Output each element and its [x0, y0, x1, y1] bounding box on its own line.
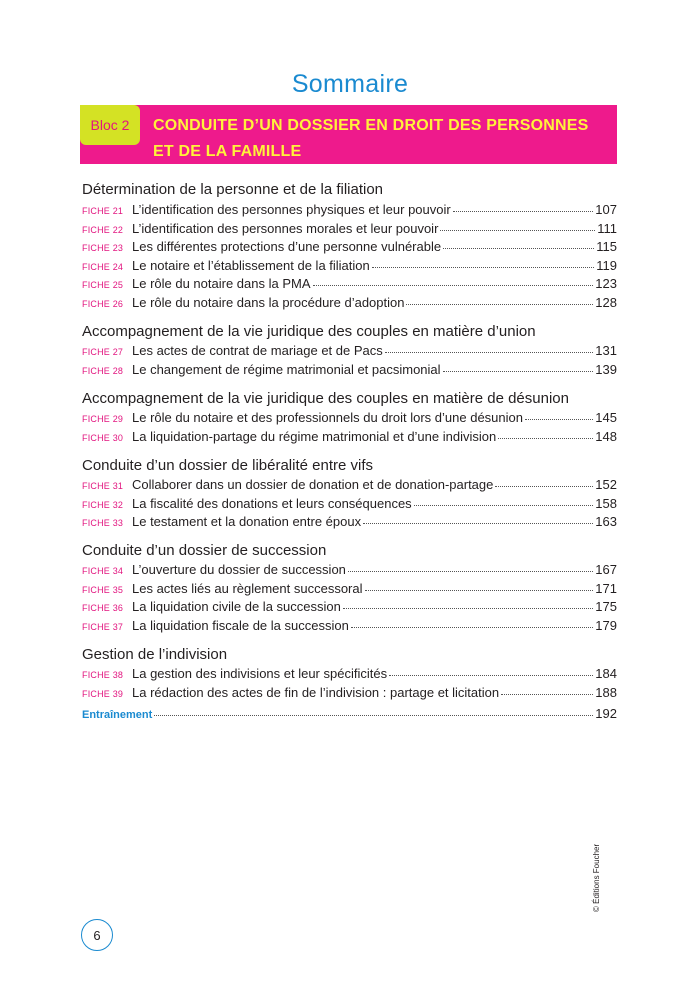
entry-title: Les différentes protections d’une personne vulnérable: [132, 239, 442, 254]
fiche-number: FICHE 31: [82, 481, 124, 491]
dot-leader: [495, 477, 593, 487]
toc-entry[interactable]: [82, 410, 617, 428]
entry-page: 179: [595, 618, 617, 633]
dot-leader: [365, 581, 594, 591]
dot-leader: [372, 258, 595, 268]
dot-leader: [525, 410, 593, 420]
entry-title: L’identification des personnes morales et leur pouvoir: [132, 221, 439, 236]
fiche-number: FICHE 29: [82, 414, 124, 424]
bloc-title-line-1: CONDUITE D’UN DOSSIER EN DROIT DES PERSONNES: [153, 117, 589, 134]
entry-page: 152: [595, 477, 617, 492]
copyright-notice: © Éditions Foucher: [592, 843, 601, 912]
bloc-label: Bloc 2: [80, 105, 140, 145]
entry-title: Le notaire et l’établissement de la filiation: [132, 258, 370, 273]
toc-entry[interactable]: [82, 343, 617, 361]
fiche-number: FICHE 28: [82, 366, 124, 376]
dot-leader: [414, 496, 594, 506]
dot-leader: [440, 221, 595, 231]
entry-page: 131: [595, 343, 617, 358]
toc-entry[interactable]: [82, 562, 617, 580]
entry-page: 119: [596, 258, 617, 273]
fiche-number: FICHE 22: [82, 225, 124, 235]
entry-page: 128: [595, 295, 617, 310]
toc-entry[interactable]: [82, 258, 617, 276]
dot-leader: [498, 429, 593, 439]
entry-page: 158: [595, 496, 617, 511]
fiche-number: FICHE 32: [82, 500, 124, 510]
fiche-number: FICHE 33: [82, 518, 124, 528]
entry-page: 115: [596, 239, 617, 254]
dot-leader: [443, 362, 594, 372]
fiche-number: FICHE 26: [82, 299, 124, 309]
section-heading: Conduite d’un dossier de libéralité entre vifs: [82, 457, 373, 474]
entry-title: La fiscalité des donations et leurs conséquences: [132, 496, 412, 511]
entry-page: 139: [595, 362, 617, 377]
toc-entry[interactable]: [82, 581, 617, 599]
entry-title: La gestion des indivisions et leur spécificités: [132, 666, 388, 681]
fiche-number: FICHE 34: [82, 566, 124, 576]
toc-entry[interactable]: [82, 295, 617, 313]
entry-title: Collaborer dans un dossier de donation et de donation-partage: [132, 477, 494, 492]
entry-page: 107: [595, 202, 617, 217]
entry-page: 184: [595, 666, 617, 681]
fiche-number: FICHE 38: [82, 670, 124, 680]
toc-entry[interactable]: [82, 429, 617, 447]
dot-leader: [443, 239, 594, 249]
entry-title: La liquidation-partage du régime matrimonial et d’une indivision: [132, 429, 497, 444]
entry-title: Le rôle du notaire et des professionnels du droit lors d’une désunion: [132, 410, 523, 425]
entry-title: Le rôle du notaire dans la PMA: [132, 276, 311, 291]
section-heading: Accompagnement de la vie juridique des couples en matière de désunion: [82, 390, 569, 407]
dot-leader: [363, 514, 593, 524]
toc-entry[interactable]: [82, 276, 617, 294]
entry-page: 167: [595, 562, 617, 577]
toc-entry[interactable]: [82, 618, 617, 636]
toc-entry[interactable]: [82, 221, 617, 239]
fiche-number: FICHE 27: [82, 347, 124, 357]
fiche-number: FICHE 24: [82, 262, 124, 272]
entry-title: La rédaction des actes de fin de l’indivision : partage et licitation: [132, 685, 500, 700]
entry-page: 171: [595, 581, 617, 596]
entry-title: L’ouverture du dossier de succession: [132, 562, 346, 577]
training-page: 192: [595, 706, 617, 721]
fiche-number: FICHE 37: [82, 622, 124, 632]
page-title: Sommaire: [291, 70, 409, 98]
toc-entry[interactable]: [82, 362, 617, 380]
toc-entry[interactable]: [82, 514, 617, 532]
entry-page: 163: [595, 514, 617, 529]
entry-page: 111: [597, 221, 617, 236]
entry-title: L’identification des personnes physiques et leur pouvoir: [132, 202, 451, 217]
section-heading: Conduite d’un dossier de succession: [82, 542, 327, 559]
dot-leader: [453, 202, 594, 212]
toc-entry[interactable]: [82, 666, 617, 684]
fiche-number: FICHE 39: [82, 689, 124, 699]
dot-leader: [154, 706, 593, 716]
dot-leader: [389, 666, 593, 676]
entry-title: Le testament et la donation entre époux: [132, 514, 362, 529]
training-entry[interactable]: [82, 706, 617, 724]
fiche-number: FICHE 23: [82, 243, 124, 253]
toc-entry[interactable]: [82, 202, 617, 220]
training-label: Entraînement: [82, 709, 153, 721]
entry-title: La liquidation civile de la succession: [132, 599, 341, 614]
section-heading: Détermination de la personne et de la filiation: [82, 181, 384, 198]
entry-title: La liquidation fiscale de la succession: [132, 618, 349, 633]
entry-page: 145: [595, 410, 617, 425]
entry-title: Les actes de contrat de mariage et de Pacs: [132, 343, 383, 358]
entry-title: Le rôle du notaire dans la procédure d’adoption: [132, 295, 405, 310]
page-number: 6: [81, 919, 113, 951]
toc-entry[interactable]: [82, 599, 617, 617]
dot-leader: [343, 599, 593, 609]
entry-title: Le changement de régime matrimonial et pacsimonial: [132, 362, 441, 377]
dot-leader: [313, 276, 594, 286]
entry-title: Les actes liés au règlement successoral: [132, 581, 363, 596]
bloc-title: [153, 113, 613, 165]
fiche-number: FICHE 25: [82, 280, 124, 290]
entry-page: 175: [595, 599, 617, 614]
fiche-number: FICHE 21: [82, 206, 124, 216]
toc-entry[interactable]: [82, 685, 617, 703]
bloc-title-line-2: ET DE LA FAMILLE: [153, 143, 302, 160]
entry-page: 188: [595, 685, 617, 700]
fiche-number: FICHE 35: [82, 585, 124, 595]
toc-entry[interactable]: [82, 496, 617, 514]
entry-page: 148: [595, 429, 617, 444]
fiche-number: FICHE 30: [82, 433, 124, 443]
toc-entry[interactable]: [82, 239, 617, 257]
dot-leader: [348, 562, 593, 572]
toc-entry[interactable]: [82, 477, 617, 495]
dot-leader: [501, 685, 593, 695]
section-heading: Gestion de l’indivision: [82, 646, 228, 663]
fiche-number: FICHE 36: [82, 603, 124, 613]
entry-page: 123: [595, 276, 617, 291]
dot-leader: [385, 343, 594, 353]
dot-leader: [406, 295, 593, 305]
section-heading: Accompagnement de la vie juridique des couples en matière d’union: [82, 323, 536, 340]
dot-leader: [351, 618, 593, 628]
